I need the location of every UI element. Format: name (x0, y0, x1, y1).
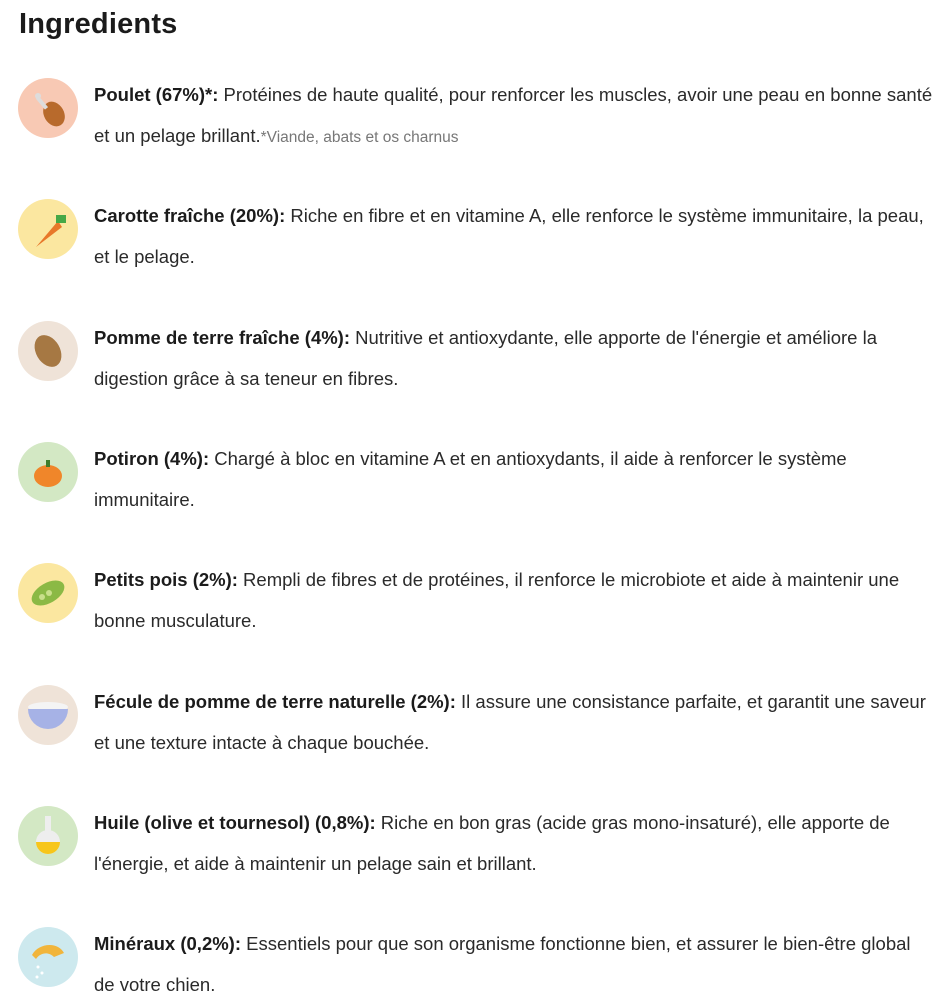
ingredient-name: Minéraux (0,2%) (94, 933, 235, 955)
ingredient-name: Fécule de pomme de terre naturelle (2%) (94, 690, 450, 712)
ingredient-text: Pomme de terre fraîche (4%): Nutritive et antioxydante, elle apporte de l'énergie et améliore la digestion grâce à sa teneur en fibres. (94, 326, 877, 389)
ingredient-description: Riche en bon gras (acide gras mono-insaturé), elle apporte de l'énergie, et aide à maintenir un pelage sain et brillant. (94, 811, 890, 874)
ingredient-name: Pomme de terre fraîche (4%) (94, 326, 344, 348)
pumpkin-icon (18, 442, 78, 502)
ingredient-description: Protéines de haute qualité, pour renforcer les muscles, avoir une peau en bonne santé et un pelage brillant. (94, 84, 933, 146)
ingredient-description: Chargé à bloc en vitamine A et en antioxydants, il aide à renforcer le système immunitaire. (94, 447, 847, 510)
ingredient-description: Essentiels pour que son organisme fonctionne bien, et assurer le bien-être global de votre chien. (94, 933, 911, 996)
oil-flask-icon (18, 806, 78, 866)
ingredient-text: Fécule de pomme de terre naturelle (2%): Il assure une consistance parfaite, et garantit une saveur et une texture intacte à chaque bouchée. (94, 690, 926, 753)
ingredient-note: *Viande, abats et os charnus (260, 129, 459, 146)
ingredient-text: Carotte fraîche (20%): Riche en fibre et en vitamine A, elle renforce le système immunitaire, la peau, et le pelage. (94, 205, 924, 268)
carrot-icon (18, 199, 78, 259)
ingredient-description: Rempli de fibres et de protéines, il renforce le microbiote et aide à maintenir une bonne musculature. (94, 569, 900, 632)
ingredient-text: Potiron (4%): Chargé à bloc en vitamine A et en antioxydants, il aide à renforcer le système immunitaire. (94, 447, 847, 510)
section-title: Ingredients (19, 8, 178, 40)
ingredient-text: Huile (olive et tournesol) (0,8%): Riche en bon gras (acide gras mono-insaturé), elle apporte de l'énergie, et aide à maintenir un pelage sain et brillant. (94, 811, 890, 874)
potato-icon (18, 321, 78, 381)
ingredient-name: Poulet (67%)* (94, 84, 213, 105)
ingredient-name: Potiron (4%) (94, 447, 203, 469)
ingredient-name: Carotte fraîche (20%) (94, 205, 280, 227)
chicken-leg-icon (18, 78, 78, 138)
ingredient-text: Poulet (67%)*: Protéines de haute qualité, pour renforcer les muscles, avoir une peau en bonne santé et un pelage brillant.*Viande, abats et os charnus (94, 84, 933, 146)
ingredient-text: Petits pois (2%): Rempli de fibres et de protéines, il renforce le microbiote et aide à maintenir une bonne musculature. (94, 569, 900, 632)
ingredient-text: Minéraux (0,2%): Essentiels pour que son organisme fonctionne bien, et assurer le bien-être global de votre chien. (94, 933, 911, 996)
ingredient-description: Nutritive et antioxydante, elle apporte de l'énergie et améliore la digestion grâce à sa teneur en fibres. (94, 326, 877, 389)
ingredient-name: Petits pois (2%) (94, 569, 232, 591)
ingredient-description: Riche en fibre et en vitamine A, elle renforce le système immunitaire, la peau, et le pelage. (94, 205, 924, 268)
ingredient-name: Huile (olive et tournesol) (0,8%) (94, 811, 370, 833)
starch-bowl-icon (18, 685, 78, 745)
peas-icon (18, 563, 78, 623)
salt-pinch-icon (18, 927, 78, 987)
ingredient-description: Il assure une consistance parfaite, et garantit une saveur et une texture intacte à chaque bouchée. (94, 690, 926, 753)
